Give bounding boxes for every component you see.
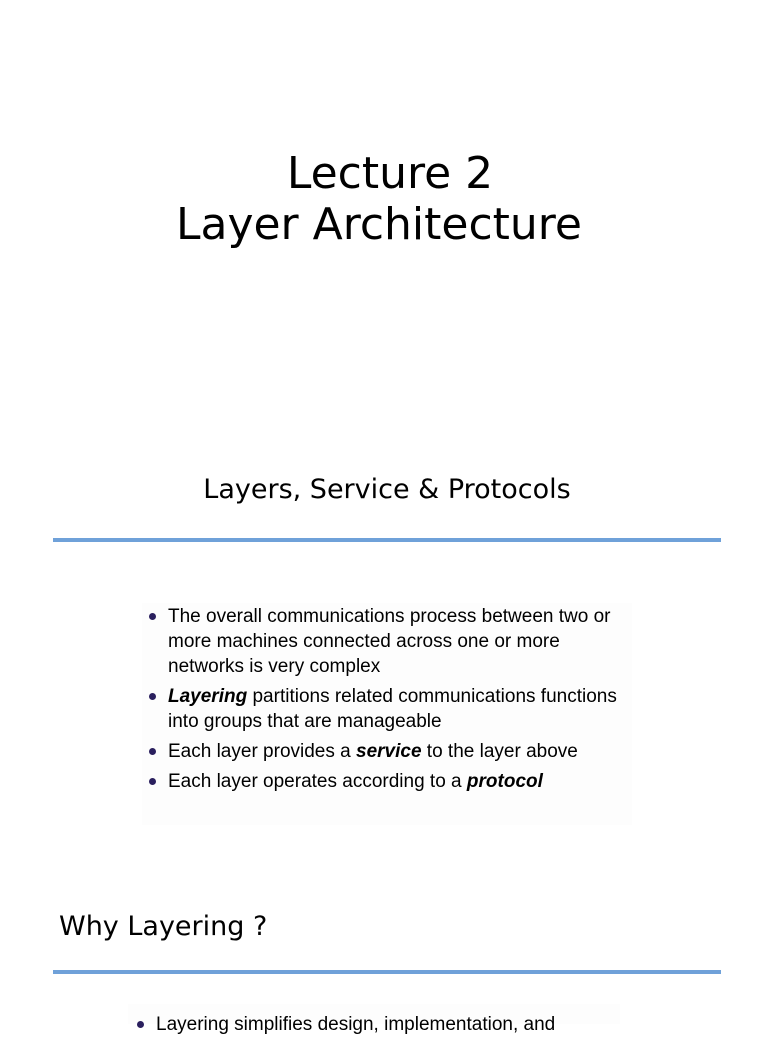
bullet-list-image-partial [128,1004,620,1035]
emphasis-layering: Layering [168,686,248,707]
bullet-list-image [142,603,632,825]
list-item: The overall communications process between two or more machines connected across one or more networks is very complex [142,604,632,679]
emphasis-protocol: protocol [466,771,543,792]
emphasis-service: service [356,741,422,762]
bullet-list [142,604,632,794]
section-heading-why-layering: Why Layering ? [59,911,268,942]
list-item: Layering partitions related communications functions into groups that are manageable [142,684,632,734]
page-title [0,148,768,250]
list-item: Each layer operates according to a protocol [142,769,632,794]
section-heading-layers: Layers, Service & Protocols [203,474,571,505]
list-item: Each layer provides a service to the layer above [142,739,632,764]
title-line-1: Lecture 2 [286,148,494,199]
divider-rule-2 [53,970,721,974]
list-item: Layering simplifies design, implementation, and [128,1012,620,1037]
divider-rule-1 [53,538,721,542]
title-line-2: Layer Architecture [175,199,583,250]
